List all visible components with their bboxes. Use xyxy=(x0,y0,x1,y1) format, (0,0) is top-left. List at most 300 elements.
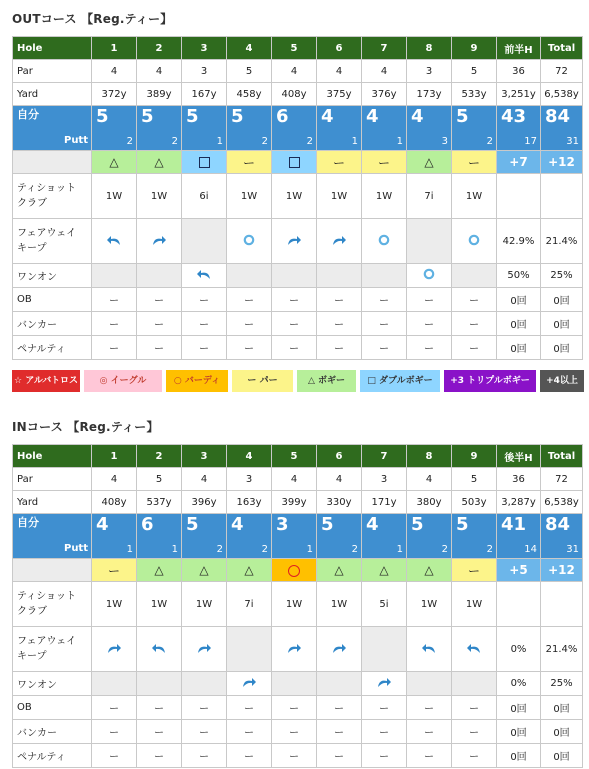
legend-bogey-label: ボギー xyxy=(318,376,346,386)
penalty-row-cell: ー xyxy=(137,336,182,360)
tee-label-line2: クラブ xyxy=(17,198,47,209)
ob-row-cell: ー xyxy=(182,288,227,312)
ob-row-cell: ー xyxy=(317,696,362,720)
bogey-triangle-icon: △ xyxy=(137,151,182,174)
bunker-row-cell: ー xyxy=(362,312,407,336)
putts: 2 xyxy=(261,544,268,555)
tee-club-row xyxy=(13,174,583,219)
ob-row-cell: ー xyxy=(92,696,137,720)
par-row-cell: 4 xyxy=(182,468,227,491)
empty-cell xyxy=(272,264,317,288)
legend-quadruple-plus xyxy=(540,370,584,392)
out-scorecard xyxy=(12,36,583,360)
club-cell: 1W xyxy=(317,582,362,627)
bunker-row xyxy=(13,720,583,744)
result-subtotal: +7 xyxy=(497,151,541,174)
penalty-row-cell: ー xyxy=(92,336,137,360)
bunker-row-total: 0回 xyxy=(541,312,583,336)
yard-row-cell: 458y xyxy=(227,83,272,106)
score-cell xyxy=(182,106,227,151)
legend-par xyxy=(232,370,293,392)
bunker-row-cell: ー xyxy=(182,312,227,336)
par-label: Par xyxy=(13,60,92,83)
yard-row-cell: 330y xyxy=(317,491,362,514)
score-cell xyxy=(182,514,227,559)
hole-number: 9 xyxy=(452,37,497,60)
yard-row-cell: 173y xyxy=(407,83,452,106)
penalty-row-cell: ー xyxy=(362,744,407,768)
bunker-row-subtotal: 0回 xyxy=(497,720,541,744)
score-cell xyxy=(452,514,497,559)
fairway-row xyxy=(13,627,583,672)
putts: 1 xyxy=(306,544,313,555)
penalty-row-total: 0回 xyxy=(541,744,583,768)
par-dash-icon: ー xyxy=(92,559,137,582)
hole-label: Hole xyxy=(13,37,92,60)
empty-cell xyxy=(137,264,182,288)
yard-row-subtotal: 3,287y xyxy=(497,491,541,514)
club-cell: 1W xyxy=(227,174,272,219)
hole-number: 3 xyxy=(182,37,227,60)
yard-row-cell: 408y xyxy=(272,83,317,106)
par-row-cell: 5 xyxy=(452,60,497,83)
hole-header-row xyxy=(13,37,583,60)
club-cell: 1W xyxy=(452,174,497,219)
hole-number: 5 xyxy=(272,445,317,468)
arrow-right-icon xyxy=(272,219,317,264)
arrow-right-icon xyxy=(317,627,362,672)
tee-club-label xyxy=(13,582,92,627)
ob-label: OB xyxy=(13,288,92,312)
empty-cell xyxy=(182,672,227,696)
self-label-text: 自分 xyxy=(17,108,39,121)
putts: 2 xyxy=(216,544,223,555)
club-cell: 6i xyxy=(182,174,227,219)
par-row-cell: 4 xyxy=(407,468,452,491)
club-total-blank xyxy=(541,174,583,219)
putts: 2 xyxy=(306,136,313,147)
strokes: 5 xyxy=(411,514,424,535)
target-hit-icon xyxy=(452,219,497,264)
result-total: +12 xyxy=(541,559,583,582)
putts: 1 xyxy=(216,136,223,147)
ob-row xyxy=(13,696,583,720)
par-row-total: 72 xyxy=(541,60,583,83)
hole-number: 1 xyxy=(92,445,137,468)
hole-number: 7 xyxy=(362,37,407,60)
strokes-total: 84 xyxy=(545,106,571,127)
par-row-total: 72 xyxy=(541,468,583,491)
bunker-row-cell: ー xyxy=(452,720,497,744)
empty-cell xyxy=(137,672,182,696)
total-header: Total xyxy=(541,445,583,468)
one-on-row xyxy=(13,672,583,696)
yard-row-cell: 408y xyxy=(92,491,137,514)
bogey-triangle-icon: △ xyxy=(407,151,452,174)
penalty-row xyxy=(13,744,583,768)
putts: 1 xyxy=(396,136,403,147)
penalty-row-cell: ー xyxy=(407,336,452,360)
par-row xyxy=(13,468,583,491)
score-total xyxy=(541,514,583,559)
birdie-circle-icon xyxy=(272,559,317,582)
club-cell: 1W xyxy=(317,174,362,219)
bunker-row-cell: ー xyxy=(407,312,452,336)
double-bogey-square-icon xyxy=(272,151,317,174)
hole-number: 5 xyxy=(272,37,317,60)
yard-row-cell: 389y xyxy=(137,83,182,106)
strokes: 4 xyxy=(231,514,244,535)
legend-double-bogey-label: ダブルボギー xyxy=(379,376,433,386)
penalty-row-cell: ー xyxy=(227,336,272,360)
bunker-row xyxy=(13,312,583,336)
yard-row-cell: 375y xyxy=(317,83,362,106)
penalty-row-cell: ー xyxy=(452,336,497,360)
legend-albatross-label: アルバトロス xyxy=(25,376,79,386)
result-row xyxy=(13,151,583,174)
yard-row-cell: 171y xyxy=(362,491,407,514)
putts-total: 31 xyxy=(566,136,579,147)
fairway-label-line1: フェアウェイ xyxy=(17,636,77,647)
score-subtotal xyxy=(497,514,541,559)
putts: 2 xyxy=(126,136,133,147)
fairway-label xyxy=(13,219,92,264)
putts: 1 xyxy=(126,544,133,555)
par-label: Par xyxy=(13,468,92,491)
ob-row-cell: ー xyxy=(407,288,452,312)
bunker-row-cell: ー xyxy=(317,312,362,336)
score-cell xyxy=(92,106,137,151)
ob-row-cell: ー xyxy=(317,288,362,312)
tee-label-line2: クラブ xyxy=(17,606,47,617)
subtotal-header: 後半H xyxy=(497,445,541,468)
one-on-label: ワンオン xyxy=(13,672,92,696)
penalty-row-cell: ー xyxy=(182,744,227,768)
club-cell: 7i xyxy=(407,174,452,219)
par-row-cell: 3 xyxy=(407,60,452,83)
self-label xyxy=(13,106,92,151)
club-cell: 1W xyxy=(362,174,407,219)
bogey-triangle-icon: △ xyxy=(362,559,407,582)
birdie-icon: ○ xyxy=(173,376,182,386)
score-cell xyxy=(362,514,407,559)
self-label xyxy=(13,514,92,559)
fairway-label-line2: キープ xyxy=(17,243,47,254)
hole-number: 3 xyxy=(182,445,227,468)
arrow-left-icon xyxy=(452,627,497,672)
hole-number: 4 xyxy=(227,445,272,468)
strokes: 5 xyxy=(186,514,199,535)
empty-cell xyxy=(92,672,137,696)
strokes: 4 xyxy=(411,106,424,127)
bogey-triangle-icon: △ xyxy=(137,559,182,582)
ob-row-total: 0回 xyxy=(541,288,583,312)
score-row xyxy=(13,106,583,151)
yard-row-total: 6,538y xyxy=(541,83,583,106)
fairway-row xyxy=(13,219,583,264)
par-row-cell: 4 xyxy=(92,468,137,491)
double-bogey-icon: □ xyxy=(367,376,376,386)
target-hit-icon xyxy=(407,264,452,288)
legend-birdie-label: バーディ xyxy=(184,376,221,386)
hole-number: 2 xyxy=(137,37,182,60)
bunker-row-cell: ー xyxy=(452,312,497,336)
score-subtotal xyxy=(497,106,541,151)
bunker-row-cell: ー xyxy=(227,720,272,744)
strokes: 5 xyxy=(231,106,244,127)
score-cell xyxy=(137,106,182,151)
one-on-label: ワンオン xyxy=(13,264,92,288)
strokes: 5 xyxy=(141,106,154,127)
club-cell: 1W xyxy=(452,582,497,627)
bunker-row-total: 0回 xyxy=(541,720,583,744)
ob-row-cell: ー xyxy=(227,288,272,312)
one-on-subtotal: 0% xyxy=(497,672,541,696)
legend-par-label: パー xyxy=(259,376,278,386)
putts: 2 xyxy=(351,544,358,555)
club-cell: 1W xyxy=(407,582,452,627)
legend-birdie xyxy=(166,370,228,392)
par-icon: ー xyxy=(247,376,257,386)
par-row-cell: 4 xyxy=(272,468,317,491)
strokes: 5 xyxy=(186,106,199,127)
yard-row xyxy=(13,491,583,514)
fairway-total: 21.4% xyxy=(541,219,583,264)
putts: 1 xyxy=(171,544,178,555)
par-row-cell: 5 xyxy=(452,468,497,491)
par-dash-icon: ー xyxy=(317,151,362,174)
penalty-row-cell: ー xyxy=(92,744,137,768)
empty-cell xyxy=(227,264,272,288)
hole-number: 4 xyxy=(227,37,272,60)
putts-subtotal: 14 xyxy=(524,544,537,555)
bunker-label: バンカー xyxy=(13,720,92,744)
empty-cell xyxy=(317,672,362,696)
putts: 1 xyxy=(351,136,358,147)
score-cell xyxy=(452,106,497,151)
club-cell: 1W xyxy=(137,582,182,627)
hole-number: 2 xyxy=(137,445,182,468)
yard-row-cell: 396y xyxy=(182,491,227,514)
arrow-left-icon xyxy=(92,219,137,264)
yard-row-cell: 399y xyxy=(272,491,317,514)
strokes: 5 xyxy=(456,514,469,535)
legend-bogey xyxy=(297,370,356,392)
strokes: 6 xyxy=(276,106,289,127)
hole-number: 6 xyxy=(317,37,362,60)
penalty-row-cell: ー xyxy=(182,336,227,360)
empty-cell xyxy=(182,219,227,264)
yard-row-cell: 380y xyxy=(407,491,452,514)
score-row xyxy=(13,514,583,559)
club-cell: 7i xyxy=(227,582,272,627)
legend-quadruple-plus-label: +4以上 xyxy=(546,376,578,386)
ob-row xyxy=(13,288,583,312)
hole-header-row xyxy=(13,445,583,468)
ob-row-cell: ー xyxy=(182,696,227,720)
arrow-left-icon xyxy=(407,627,452,672)
penalty-row-cell: ー xyxy=(407,744,452,768)
par-row-cell: 3 xyxy=(362,468,407,491)
penalty-row-cell: ー xyxy=(452,744,497,768)
fairway-subtotal: 42.9% xyxy=(497,219,541,264)
strokes: 5 xyxy=(456,106,469,127)
penalty-row-cell: ー xyxy=(317,744,362,768)
yard-row-cell: 163y xyxy=(227,491,272,514)
result-label-blank xyxy=(13,559,92,582)
club-cell: 1W xyxy=(92,174,137,219)
par-dash-icon: ー xyxy=(452,559,497,582)
penalty-row-cell: ー xyxy=(137,744,182,768)
strokes: 4 xyxy=(366,514,379,535)
penalty-label: ペナルティ xyxy=(13,336,92,360)
hole-number: 8 xyxy=(407,445,452,468)
one-on-total: 25% xyxy=(541,672,583,696)
tee-club-label xyxy=(13,174,92,219)
score-cell xyxy=(272,106,317,151)
tee-label-line1: ティショット xyxy=(17,591,76,602)
arrow-right-icon xyxy=(92,627,137,672)
penalty-row-cell: ー xyxy=(362,336,407,360)
yard-row xyxy=(13,83,583,106)
empty-cell xyxy=(452,264,497,288)
one-on-subtotal: 50% xyxy=(497,264,541,288)
empty-cell xyxy=(407,219,452,264)
yard-row-cell: 376y xyxy=(362,83,407,106)
ob-row-cell: ー xyxy=(362,288,407,312)
putts: 2 xyxy=(486,136,493,147)
target-hit-icon xyxy=(362,219,407,264)
ob-row-cell: ー xyxy=(452,288,497,312)
strokes: 4 xyxy=(366,106,379,127)
putts: 2 xyxy=(486,544,493,555)
fairway-total: 21.4% xyxy=(541,627,583,672)
legend-double-bogey xyxy=(360,370,440,392)
club-subtotal-blank xyxy=(497,582,541,627)
ob-row-subtotal: 0回 xyxy=(497,288,541,312)
arrow-right-icon xyxy=(182,627,227,672)
strokes-subtotal: 41 xyxy=(501,514,527,535)
score-cell xyxy=(317,106,362,151)
club-cell: 1W xyxy=(92,582,137,627)
fairway-subtotal: 0% xyxy=(497,627,541,672)
hole-number: 8 xyxy=(407,37,452,60)
yard-row-cell: 537y xyxy=(137,491,182,514)
legend-albatross xyxy=(12,370,80,392)
penalty-row-cell: ー xyxy=(227,744,272,768)
score-cell xyxy=(227,106,272,151)
self-label-text: 自分 xyxy=(17,516,39,529)
penalty-row-cell: ー xyxy=(272,336,317,360)
score-cell xyxy=(227,514,272,559)
empty-cell xyxy=(92,264,137,288)
empty-cell xyxy=(227,627,272,672)
penalty-row xyxy=(13,336,583,360)
putts: 3 xyxy=(441,136,448,147)
penalty-row-subtotal: 0回 xyxy=(497,744,541,768)
bunker-row-cell: ー xyxy=(272,312,317,336)
putts: 2 xyxy=(261,136,268,147)
empty-cell xyxy=(407,672,452,696)
legend-triple-bogey xyxy=(444,370,536,392)
ob-row-cell: ー xyxy=(272,288,317,312)
par-row-cell: 3 xyxy=(227,468,272,491)
empty-cell xyxy=(452,672,497,696)
putts: 2 xyxy=(441,544,448,555)
club-cell: 1W xyxy=(182,582,227,627)
penalty-row-cell: ー xyxy=(317,336,362,360)
putt-label: Putt xyxy=(63,543,88,554)
score-cell xyxy=(92,514,137,559)
bunker-row-cell: ー xyxy=(317,720,362,744)
out-course-title: OUTコース 【Reg.ティー】 xyxy=(12,12,173,26)
yard-row-cell: 372y xyxy=(92,83,137,106)
ob-row-cell: ー xyxy=(137,288,182,312)
par-row-cell: 4 xyxy=(317,60,362,83)
strokes-subtotal: 43 xyxy=(501,106,527,127)
bogey-triangle-icon: △ xyxy=(182,559,227,582)
yard-row-cell: 533y xyxy=(452,83,497,106)
par-row-subtotal: 36 xyxy=(497,60,541,83)
bogey-icon: △ xyxy=(307,376,315,386)
bunker-row-cell: ー xyxy=(137,720,182,744)
score-cell xyxy=(407,514,452,559)
result-total: +12 xyxy=(541,151,583,174)
par-row-cell: 3 xyxy=(182,60,227,83)
penalty-label: ペナルティ xyxy=(13,744,92,768)
ob-row-cell: ー xyxy=(92,288,137,312)
score-total xyxy=(541,106,583,151)
par-row-cell: 4 xyxy=(362,60,407,83)
tee-label-line1: ティショット xyxy=(17,183,76,194)
bunker-row-cell: ー xyxy=(92,312,137,336)
bunker-row-cell: ー xyxy=(92,720,137,744)
club-cell: 1W xyxy=(137,174,182,219)
club-cell: 5i xyxy=(362,582,407,627)
hole-number: 6 xyxy=(317,445,362,468)
one-on-row xyxy=(13,264,583,288)
score-cell xyxy=(407,106,452,151)
bogey-triangle-icon: △ xyxy=(407,559,452,582)
bogey-triangle-icon: △ xyxy=(227,559,272,582)
strokes: 4 xyxy=(96,514,109,535)
fairway-label-line1: フェアウェイ xyxy=(17,228,77,239)
in-scorecard xyxy=(12,444,583,768)
putts: 2 xyxy=(171,136,178,147)
strokes: 5 xyxy=(321,514,334,535)
score-legend xyxy=(12,370,584,392)
strokes: 3 xyxy=(276,514,289,535)
empty-cell xyxy=(362,627,407,672)
subtotal-header: 前半H xyxy=(497,37,541,60)
one-on-total: 25% xyxy=(541,264,583,288)
in-course-title: INコース 【Reg.ティー】 xyxy=(12,420,159,434)
arrow-right-icon xyxy=(137,219,182,264)
bogey-triangle-icon: △ xyxy=(317,559,362,582)
arrow-right-icon xyxy=(362,672,407,696)
ob-row-cell: ー xyxy=(227,696,272,720)
albatross-icon: ☆ xyxy=(13,376,23,386)
yard-row-total: 6,538y xyxy=(541,491,583,514)
empty-cell xyxy=(362,264,407,288)
hole-number: 1 xyxy=(92,37,137,60)
bunker-row-cell: ー xyxy=(182,720,227,744)
strokes: 4 xyxy=(321,106,334,127)
result-label-blank xyxy=(13,151,92,174)
double-bogey-square-icon xyxy=(182,151,227,174)
total-header: Total xyxy=(541,37,583,60)
arrow-right-icon xyxy=(227,672,272,696)
